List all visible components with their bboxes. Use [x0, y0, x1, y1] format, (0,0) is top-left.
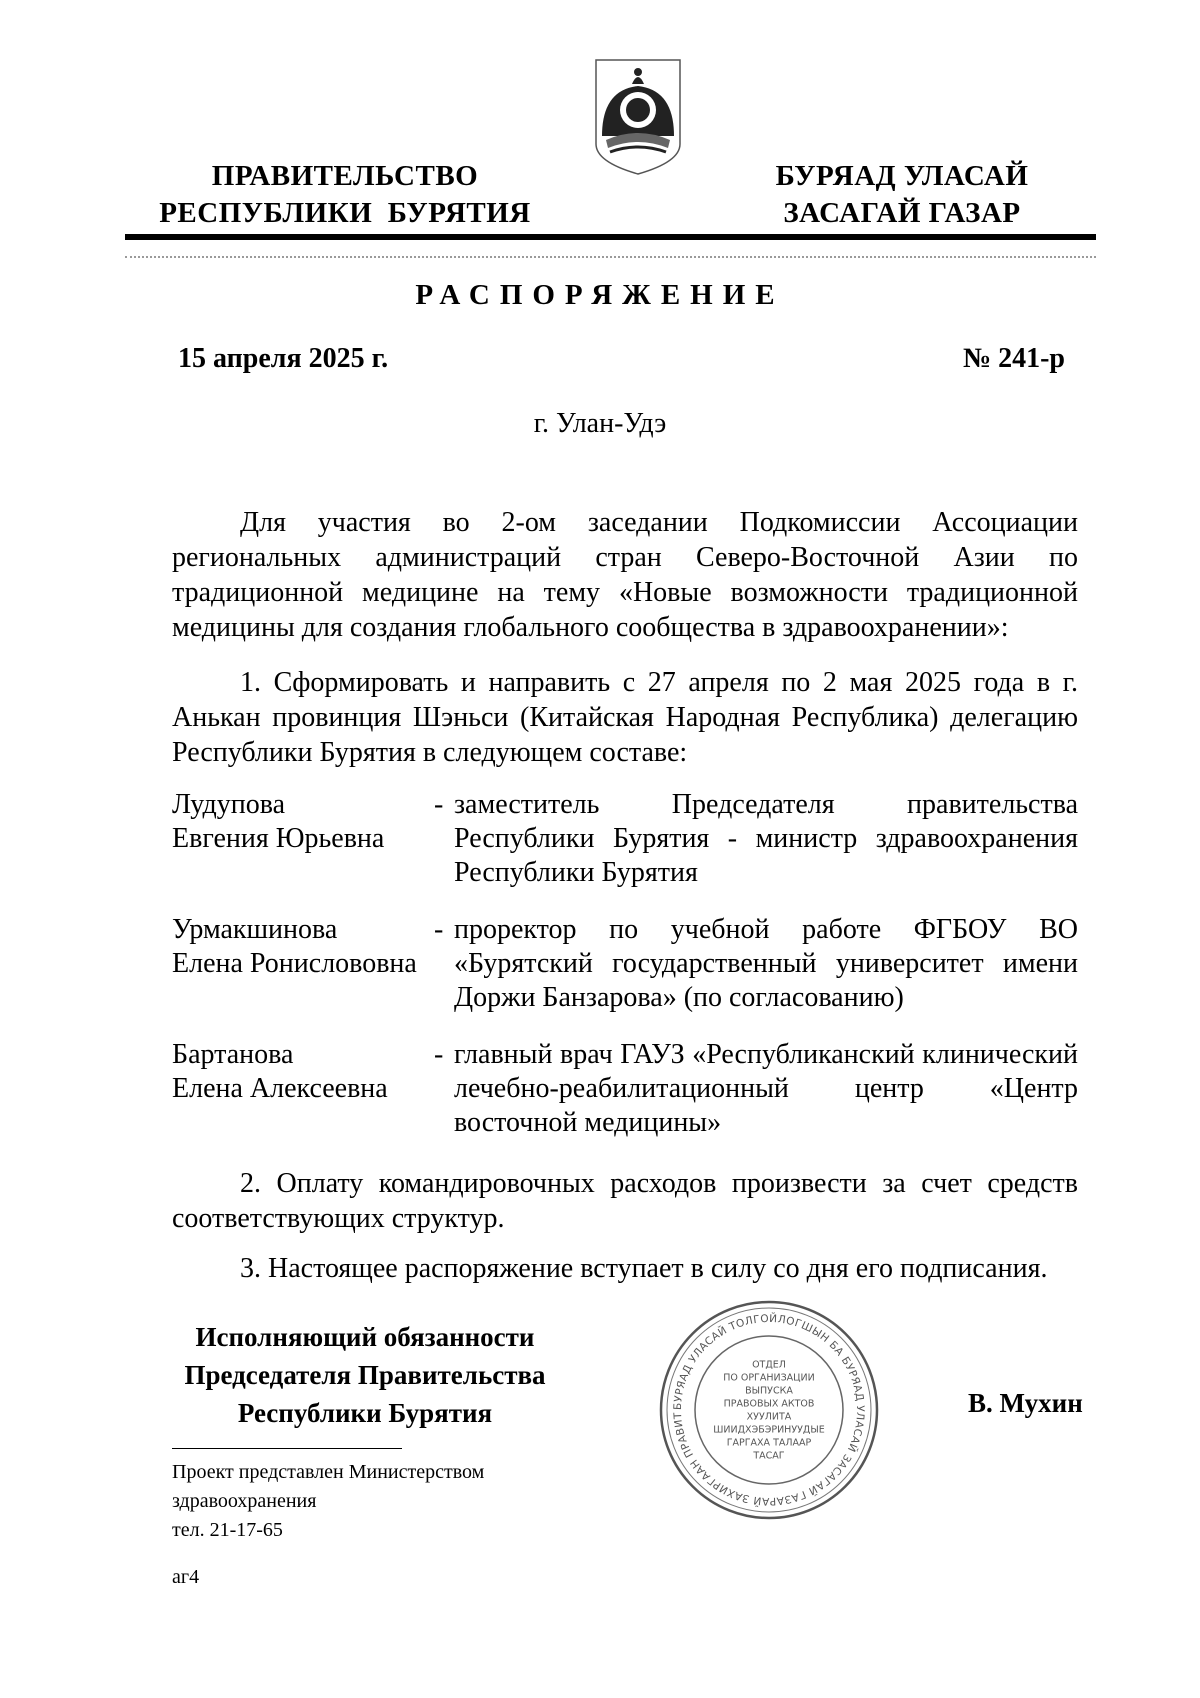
org-name-buryat-line2: ЗАСАГАЙ ГАЗАР: [783, 197, 1021, 229]
item-2-text: 2. Оплату командировочных расходов произвести за счет средств соответствующих структур.: [172, 1168, 1078, 1234]
org-name-russian: [150, 158, 540, 232]
seal-inner-line: ПРАВОВЫХ АКТОВ: [723, 1398, 815, 1410]
signer-name: В. Мухин: [968, 1388, 1083, 1418]
seal-inner-line: ВЫПУСКА: [745, 1385, 793, 1397]
document-type-title: РАСПОРЯЖЕНИЕ: [415, 279, 785, 311]
footer-line1: Проект представлен Министерством: [172, 1461, 485, 1483]
document-date: 15 апреля 2025 г.: [178, 343, 389, 374]
seal-inner-line: ПО ОРГАНИЗАЦИИ: [723, 1372, 815, 1384]
member-surname: Бартанова: [172, 1039, 294, 1070]
footer-divider: [172, 1448, 402, 1449]
footer-phone: тел. 21-17-65: [172, 1519, 283, 1541]
header-divider-thin: [125, 256, 1096, 258]
member-role: заместитель Председателя правительства Республики Бурятия - министр здравоохранения Республики Бурятия: [454, 789, 1078, 888]
item-1-text: 1. Сформировать и направить с 27 апреля по 2 мая 2025 года в г. Анькан провинция Шэньси (Китайская Народная Республика) делегацию Республики Бурятия в следующем составе:: [172, 667, 1078, 768]
item-1-paragraph: [172, 665, 1078, 770]
member-surname: Урмакшинова: [172, 914, 338, 945]
seal-inner-line: ХУУЛИТА: [746, 1411, 792, 1423]
member-given-name: Евгения Юрьевна: [172, 823, 385, 854]
member-name: [172, 913, 422, 981]
member-dash: -: [434, 914, 444, 945]
item-3-paragraph: [172, 1251, 1078, 1286]
member-name: [172, 788, 422, 856]
member-given-name: Елена Ронислововна: [172, 948, 417, 979]
header-divider-thick: [125, 234, 1096, 240]
official-seal-stamp: [654, 1295, 884, 1525]
seal-inner-line: ШИИДХЭБЭРИНУУДЫЕ: [713, 1424, 825, 1436]
org-name-russian-line2: РЕСПУБЛИКИ БУРЯТИЯ: [159, 197, 531, 229]
item-2-paragraph: [172, 1166, 1078, 1236]
intro-paragraph: [172, 505, 1078, 645]
svg-text:БУРЯАД УЛАСАЙ ТОЛГОЙЛОГШЫН БА: БУРЯАД УЛАСАЙ ТОЛГОЙЛОГШЫН БА БУРЯАД УЛАСАЙ ЗАСАГАЙ ГАЗАРАЙ ЗАХИРГААН ПРАВИТ: [671, 1312, 867, 1508]
member-dash: -: [434, 1039, 444, 1070]
member-name: [172, 1038, 422, 1106]
document-code: аг4: [172, 1566, 200, 1588]
signatory-title-line1: Исполняющий обязанности: [195, 1322, 535, 1352]
signatory-title-line3: Республики Бурятия: [237, 1398, 493, 1428]
seal-inner-line: ОТДЕЛ: [752, 1359, 786, 1371]
intro-text: Для участия во 2-ом заседании Подкомиссии Ассоциации региональных администраций стран Северо-Восточной Азии по традиционной медицине на тему «Новые возможности традиционной медицины для создания глобального сообщества в здравоохранении»:: [172, 507, 1078, 643]
seal-inner-line: ТАСАГ: [753, 1450, 785, 1462]
signatory-title-line2: Председателя Правительства: [184, 1360, 546, 1390]
member-role: проректор по учебной работе ФГБОУ ВО «Бурятский государственный университет имени Доржи Банзарова» (по согласованию): [454, 914, 1078, 1013]
member-dash: -: [434, 789, 444, 820]
footer-line2: здравоохранения: [172, 1490, 317, 1512]
signatory-title: [150, 1318, 580, 1432]
document-number: № 241-р: [962, 343, 1065, 374]
document-city: г. Улан-Удэ: [533, 408, 667, 439]
member-surname: Лудупова: [172, 789, 286, 820]
coat-of-arms-emblem: [592, 56, 684, 178]
org-name-buryat-line1: БУРЯАД УЛАСАЙ: [775, 160, 1029, 192]
seal-inner-line: ГАРГАХА ТАЛААР: [726, 1437, 812, 1449]
member-role: главный врач ГАУЗ «Республиканский клинический лечебно-реабилитационный центр «Центр восточной медицины»: [454, 1039, 1078, 1138]
footer-note: [172, 1458, 484, 1545]
org-name-buryat: [752, 158, 1052, 232]
item-3-text: 3. Настоящее распоряжение вступает в силу со дня его подписания.: [240, 1253, 1048, 1284]
member-given-name: Елена Алексеевна: [172, 1073, 388, 1104]
org-name-russian-line1: ПРАВИТЕЛЬСТВО: [211, 160, 479, 192]
